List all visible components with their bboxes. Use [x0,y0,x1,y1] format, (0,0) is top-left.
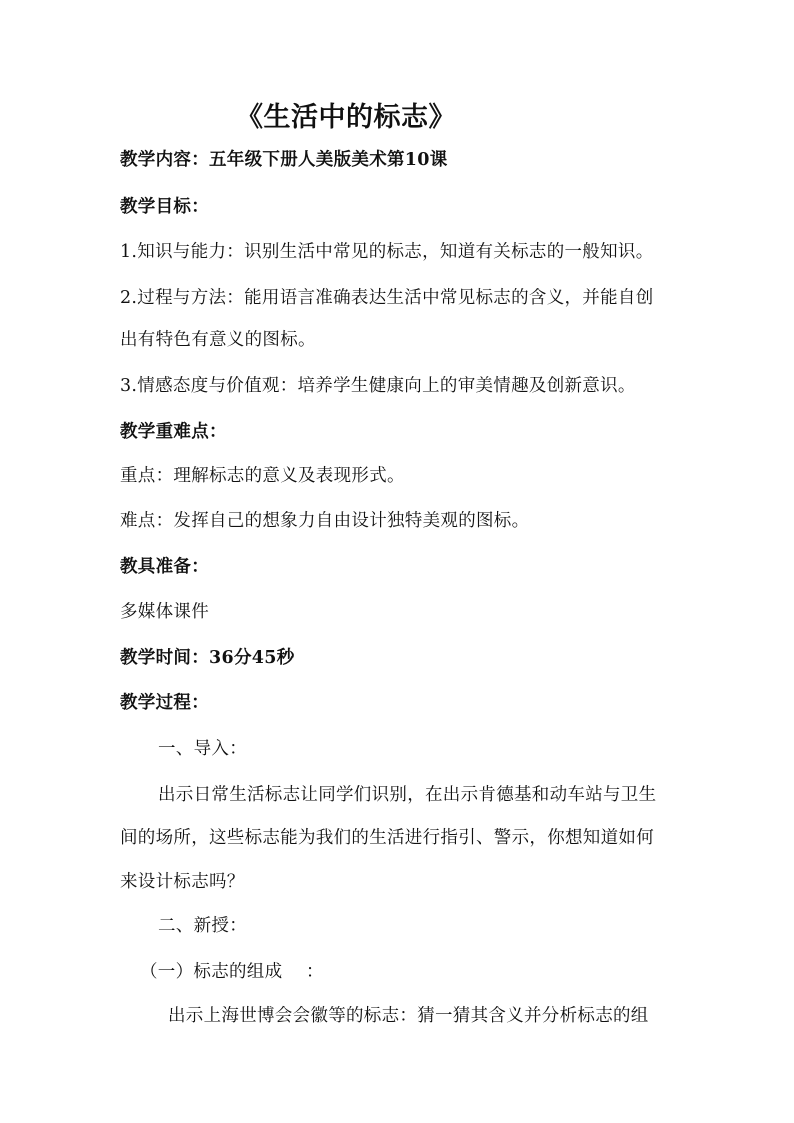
goal-2-line-2: 出有特色有意义的图标。 [120,330,316,350]
goal-1: 1.知识与能力：识别生活中常见的标志，知道有关标志的一般知识。 [120,242,654,262]
step-2-heading: 二、新授： [158,916,247,936]
step-1-para-line-3: 来设计标志吗？ [120,872,245,892]
sub-step-1-para: 出示上海世博会会徽等的标志：猜一猜其含义并分析标志的组 [168,1006,649,1026]
sub-step-1-heading: （一）标志的组成 ： [140,962,324,982]
tools-text: 多媒体课件 [120,602,209,622]
step-1-heading: 一、导入： [158,739,247,759]
goal-2-line-1: 2.过程与方法：能用语言准确表达生活中常见标志的含义，并能自创 [120,288,654,308]
process-heading: 教学过程： [120,693,209,713]
step-1-para-line-1: 出示日常生活标志让同学们识别，在出示肯德基和动车站与卫生 [158,785,657,805]
goal-3: 3.情感态度与价值观：培养学生健康向上的审美情趣及创新意识。 [120,376,636,396]
lesson-content: 教学内容：五年级下册人美版美术第10课 [120,150,448,170]
page-title: 《生活中的标志》 [236,102,456,133]
tools-heading: 教具准备： [120,557,209,577]
key-point: 重点：理解标志的意义及表现形式。 [120,466,405,486]
lesson-time: 教学时间：36分45秒 [120,648,295,668]
key-points-heading: 教学重难点： [120,422,227,442]
goals-heading: 教学目标： [120,197,209,217]
difficult-point: 难点：发挥自己的想象力自由设计独特美观的图标。 [120,511,530,531]
step-1-para-line-2: 间的场所，这些标志能为我们的生活进行指引、警示，你想知道如何 [120,828,654,848]
